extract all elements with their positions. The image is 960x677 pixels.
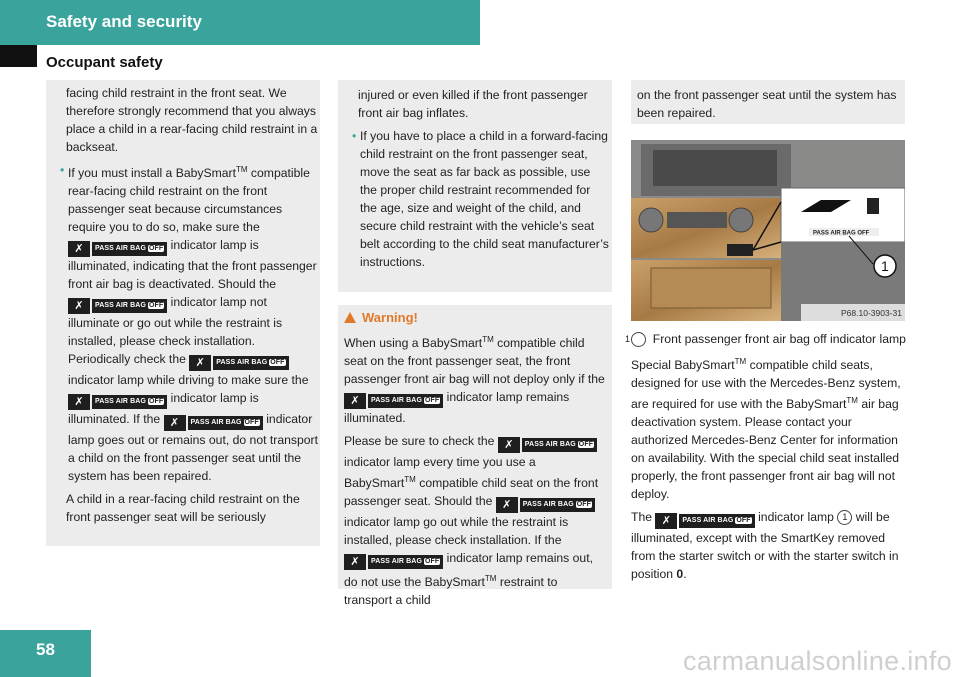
indicator-lamp: ✗ PASS AIR BAG OFF — [68, 394, 167, 410]
figure-legend: 1 Front passenger front air bag off indicator lamp — [624, 332, 906, 346]
col3-paragraph: Special BabySmart™ compatible child seats, designed for use with the Mercedes-Benz system, are required for use with the BabySmart™ air bag deactivation system. Please contact your authorized Mercedes-Benz Center for information on availability. With the special child seat installed properly, the front passenger front air bag will not deploy. — [631, 357, 901, 502]
child-seat-icon: ✗ — [68, 298, 90, 314]
indicator-lamp: ✗ PASS AIR BAG OFF — [189, 355, 288, 371]
warning-heading: Warning! — [344, 309, 608, 327]
callout-number: 1 — [837, 510, 852, 525]
callout-number: 1 — [631, 332, 646, 347]
subsection-title: Occupant safety — [46, 54, 163, 71]
dashboard-photo — [631, 140, 905, 321]
column1 — [50, 84, 318, 531]
warning-box — [344, 309, 608, 614]
page-number: 58 — [0, 630, 91, 677]
child-seat-icon: ✗ — [164, 415, 186, 431]
child-seat-icon: ✗ — [68, 241, 90, 257]
column3-top — [637, 86, 899, 127]
section-title: Safety and security — [46, 12, 202, 31]
indicator-lamp: ✗ PASS AIR BAG OFF — [344, 554, 443, 570]
child-seat-icon: ✗ — [655, 513, 677, 529]
col2-paragraph: injured or even killed if the front passenger front air bag inflates. — [358, 88, 588, 120]
figure-callout: 1 — [881, 258, 889, 274]
warning-paragraph: Please be sure to check the ✗ PASS AIR BAG OFF indicator lamp every time you use a BabySmart™ compatible child seat on the front passenger seat. Should the ✗ PASS AIR BAG OFF indicator lamp go out while the restraint is installed, please check installation. If the ✗ PASS AIR BAG OFF indicator lamp remains out, do not use the BabySmart™ restraint to transport a child — [344, 434, 599, 608]
col1-paragraph: A child in a rear-facing child restraint on the front passenger seat will be seriously — [66, 492, 300, 525]
col3-paragraph: on the front passenger seat until the system has been repaired. — [637, 88, 897, 120]
child-seat-icon: ✗ — [344, 393, 366, 409]
indicator-lamp: ✗ PASS AIR BAG OFF — [655, 513, 754, 529]
svg-text:PASS AIR BAG OFF: PASS AIR BAG OFF — [813, 230, 870, 237]
header-bar — [0, 0, 480, 45]
indicator-lamp: ✗ PASS AIR BAG OFF — [68, 241, 167, 257]
warning-paragraph: When using a BabySmart™ compatible child seat on the front passenger seat, the front passenger front air bag will not deploy only if the ✗ PASS AIR BAG OFF indicator lamp remains illuminated. — [344, 335, 605, 426]
column2 — [342, 86, 610, 276]
child-seat-icon: ✗ — [496, 497, 518, 513]
indicator-lamp: ✗ PASS AIR BAG OFF — [344, 393, 443, 409]
child-seat-icon: ✗ — [189, 355, 211, 371]
indicator-lamp: ✗ PASS AIR BAG OFF — [498, 437, 597, 453]
indicator-lamp: ✗ PASS AIR BAG OFF — [496, 497, 595, 513]
child-seat-icon: ✗ — [344, 554, 366, 570]
warning-icon — [344, 312, 356, 323]
indicator-lamp: ✗ PASS AIR BAG OFF — [164, 415, 263, 431]
header-marker — [0, 45, 37, 67]
col2-bullet: • If you have to place a child in a forward-facing child restraint on the front passenger seat, move the seat as far back as possible, use the proper child restraint recommended for the age, size and weight of the child, and secure child restraint with the vehicle’s seat belt according to the child seat manufacturer’s instructions. — [342, 127, 610, 271]
indicator-lamp: ✗ PASS AIR BAG OFF — [68, 298, 167, 314]
watermark: carmanualsonline.info — [683, 646, 952, 676]
col1-bullet: • If you must install a BabySmart™ compatible rear-facing child restraint on the front passenger seat because circumstances require you to do so, make sure the ✗ PASS AIR BAG OFF indicator lamp is illuminated, indicating that the front passenger front air bag is deactivated. Should the ✗ PASS AIR BAG OFF indicator lamp not illuminate or go out while the restraint is installed, please check installation. Periodically check the ✗ PASS AIR BAG OFF indicator lamp while driving to make sure the ✗ PASS AIR BAG OFF indicator lamp is illuminated. If the ✗ PASS AIR BAG OFF indicator lamp goes out or remains out, do not transport a child on the front passenger seat until the system has been repaired. — [50, 161, 318, 485]
figure-code: P68.10-3903-31 — [841, 308, 902, 318]
column3-bottom — [624, 330, 909, 583]
child-seat-icon: ✗ — [498, 437, 520, 453]
col3-paragraph: The ✗ PASS AIR BAG OFF indicator lamp 1 will be illuminated, except with the SmartKey removed from the starter switch or with the starter switch in position 0. — [631, 510, 899, 582]
child-seat-icon: ✗ — [68, 394, 90, 410]
col1-paragraph: facing child restraint in the front seat. We therefore strongly recommend that you always place a child in a rear-facing child restraint in a backseat. — [66, 86, 318, 154]
